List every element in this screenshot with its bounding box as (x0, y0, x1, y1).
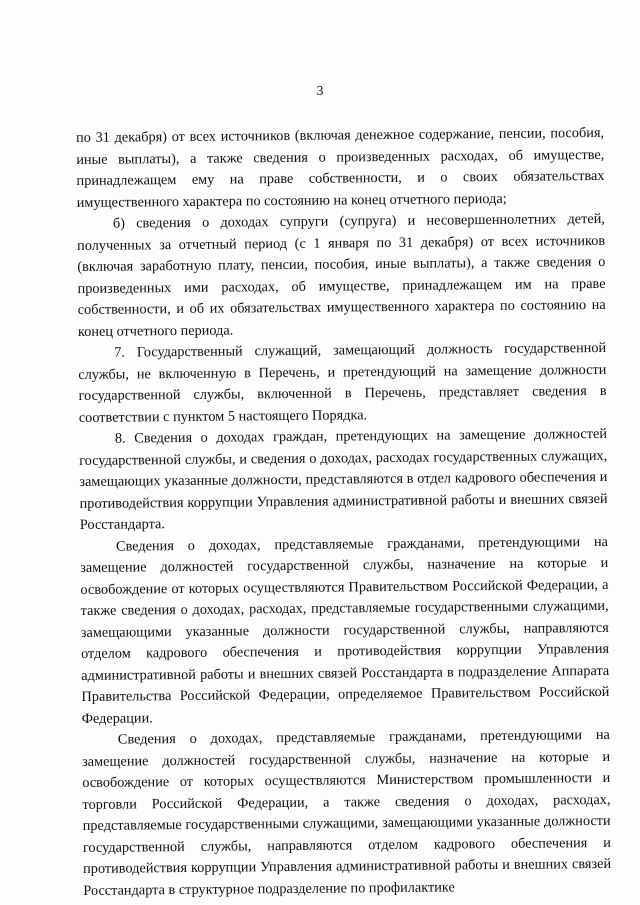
paragraph-point-8: 8. Сведения о доходах граждан, претендующих на замещение должностей государственной службы, и сведения о доходах, расходах государственных служащих, замещающих указанные должности, представляются в отдел кадрового обеспечения и противодействия коррупции Управления административной работы и внешних связей Росстандарта. (79, 425, 608, 533)
document-body (76, 123, 611, 902)
page-number: 3 (316, 84, 324, 99)
paragraph-continuation: по 31 декабря) от всех источников (включая денежное содержание, пенсии, пособия, иные выплаты), а также сведения о произведенных расходах, об имуществе, принадлежащем ему на праве собственности, и о своих обязательствах имущественного характера по состоянию на конец отчетного периода; (76, 124, 605, 211)
paragraph-item-b: б) сведения о доходах супруги (супруга) и несовершеннолетних детей, полученных за отчетный период (с 1 января по 31 декабря) от всех источников (включая заработную плату, пенсии, пособия, иные выплаты), а также сведения о произведенных ими расходах, об имуществе, принадлежащем им на праве собственности, и об их обязательствах имущественного характера по состоянию на конец отчетного периода. (77, 210, 606, 340)
paragraph-point-8-ministry: Сведения о доходах, представляемые гражданами, претендующими на замещение должностей государственной службы, назначение на которые и освобождение от которых осуществляются Министерством промышленности и торговли Российской Федерации, а также сведения о доходах, расходах, представляемые государственными служащими, замещающими указанные должности государственной службы, направляются отделом кадрового обеспечения и противодействия коррупции Управления административной работы и внешних связей Росстандарта в структурное подразделение по профилактике (82, 726, 612, 899)
paragraph-point-8-apparatus: Сведения о доходах, представляемые гражданами, претендующими на замещение должностей государственной службы, назначение на которые и освобождение от которых осуществляются Правительством Российской Федерации, а также сведения о доходах, расходах, представляемые государственными служащими, замещающими указанные должности государственной службы, направляются отделом кадрового обеспечения и противодействия коррупции Управления административной работы и внешних связей Росстандарта в подразделение Аппарата Правительства Российской Федерации, определяемое Правительством Российской Федерации. (80, 533, 610, 727)
paragraph-point-7: 7. Государственный служащий, замещающий должность государственной службы, не включенную в Перечень, и претендующий на замещение должности государственной службы, включенной в Перечень, представляет сведения в соответствии с пунктом 5 настоящего Порядка. (78, 339, 607, 426)
